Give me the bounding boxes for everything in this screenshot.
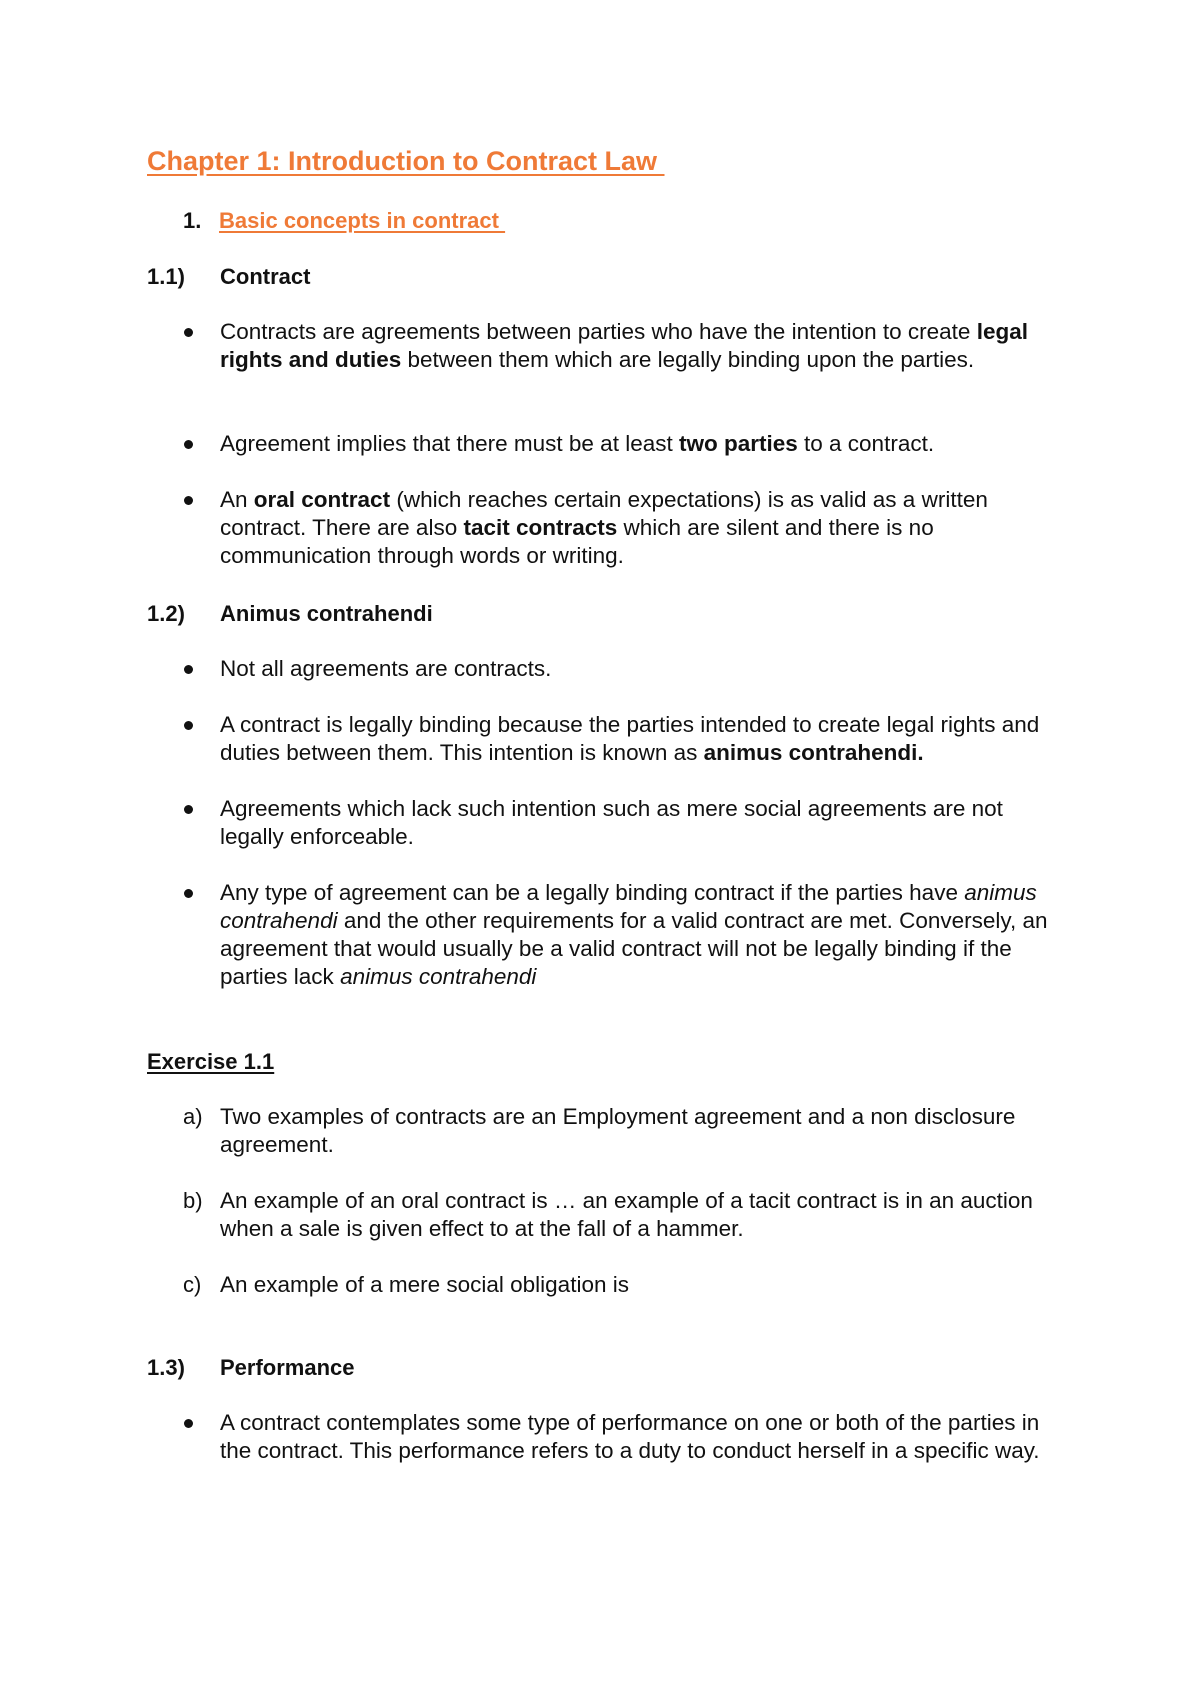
text-run: A contract is legally binding because the parties intended to create legal rights and duties between them. This intention is known as (220, 712, 1040, 765)
text-run: Any type of agreement can be a legally binding contract if the parties have (220, 880, 965, 905)
list-item (220, 430, 1070, 458)
bullet-icon (184, 805, 193, 814)
bold-text: tacit contracts (463, 515, 618, 540)
exercise-heading: Exercise 1.1 (147, 1049, 275, 1074)
subsection-number: 1.3) (147, 1355, 185, 1380)
bullet-icon (184, 440, 193, 449)
exercise-item: An example of an oral contract is … an example of a tacit contract is in an auction when a sale is given effect to at the fall of a hammer. (220, 1188, 1033, 1241)
bullet-icon (184, 889, 193, 898)
chapter-title: Chapter 1: Introduction to Contract Law (147, 146, 665, 176)
text-run: An (220, 487, 254, 512)
text-run: between them which are legally binding upon the parties. (401, 347, 975, 372)
item-letter: b) (183, 1188, 203, 1213)
item-letter: a) (183, 1104, 203, 1129)
text-run: A contract contemplates some type of performance on one or both of the parties in the contract. This performance refers to a duty to conduct herself in a specific way. (220, 1410, 1040, 1463)
text-run: which are silent and there is no communication through words or writing. (220, 515, 934, 568)
text-run: to a contract. (797, 431, 935, 456)
bullet-icon (184, 665, 193, 674)
text-run: (which reaches certain expectations) is as valid as a written contract. There are also (220, 487, 988, 540)
section-number: 1. (183, 208, 202, 233)
italic-text: animus contrahendi (220, 880, 1037, 933)
subsection-number: 1.1) (147, 264, 185, 289)
list-item (220, 486, 1070, 570)
list-item (220, 318, 1070, 374)
bullet-icon (184, 496, 193, 505)
text-run: Not all agreements are contracts. (220, 656, 552, 681)
list-item (220, 795, 1070, 851)
italic-text: animus contrahendi (340, 964, 537, 989)
list-item (220, 1409, 1070, 1465)
exercise-item: An example of a mere social obligation is (220, 1272, 629, 1297)
list-item (220, 655, 1070, 683)
bullet-icon (184, 1419, 193, 1428)
subsection-number: 1.2) (147, 601, 185, 626)
subsection-heading-1-3 (147, 1355, 355, 1381)
subsection-heading-1-1 (147, 264, 310, 290)
text-run: Agreements which lack such intention such as mere social agreements are not legally enforceable. (220, 796, 1003, 849)
text-run: Agreement implies that there must be at least (220, 431, 679, 456)
exercise-item: Two examples of contracts are an Employment agreement and a non disclosure agreement. (220, 1104, 1016, 1157)
list-item (220, 879, 1070, 991)
section-heading (183, 208, 505, 234)
list-item (220, 711, 1070, 767)
bullet-icon (184, 721, 193, 730)
bullet-icon (184, 328, 193, 337)
section-title: Basic concepts in contract (219, 208, 506, 233)
text-run: Contracts are agreements between parties who have the intention to create (220, 319, 977, 344)
item-letter: c) (183, 1272, 202, 1297)
subsection-title: Animus contrahendi (220, 601, 433, 626)
bold-text: oral contract (253, 487, 391, 512)
subsection-title: Performance (220, 1355, 355, 1380)
bold-text: animus contrahendi. (703, 740, 924, 765)
bold-text: legal rights and duties (220, 319, 1028, 372)
text-run: and the other requirements for a valid contract are met. Conversely, an agreement that would usually be a valid contract will not be legally binding if the parties lack (220, 908, 1048, 989)
subsection-title: Contract (220, 264, 311, 289)
subsection-heading-1-2 (147, 601, 433, 627)
bold-text: two parties (678, 431, 798, 456)
